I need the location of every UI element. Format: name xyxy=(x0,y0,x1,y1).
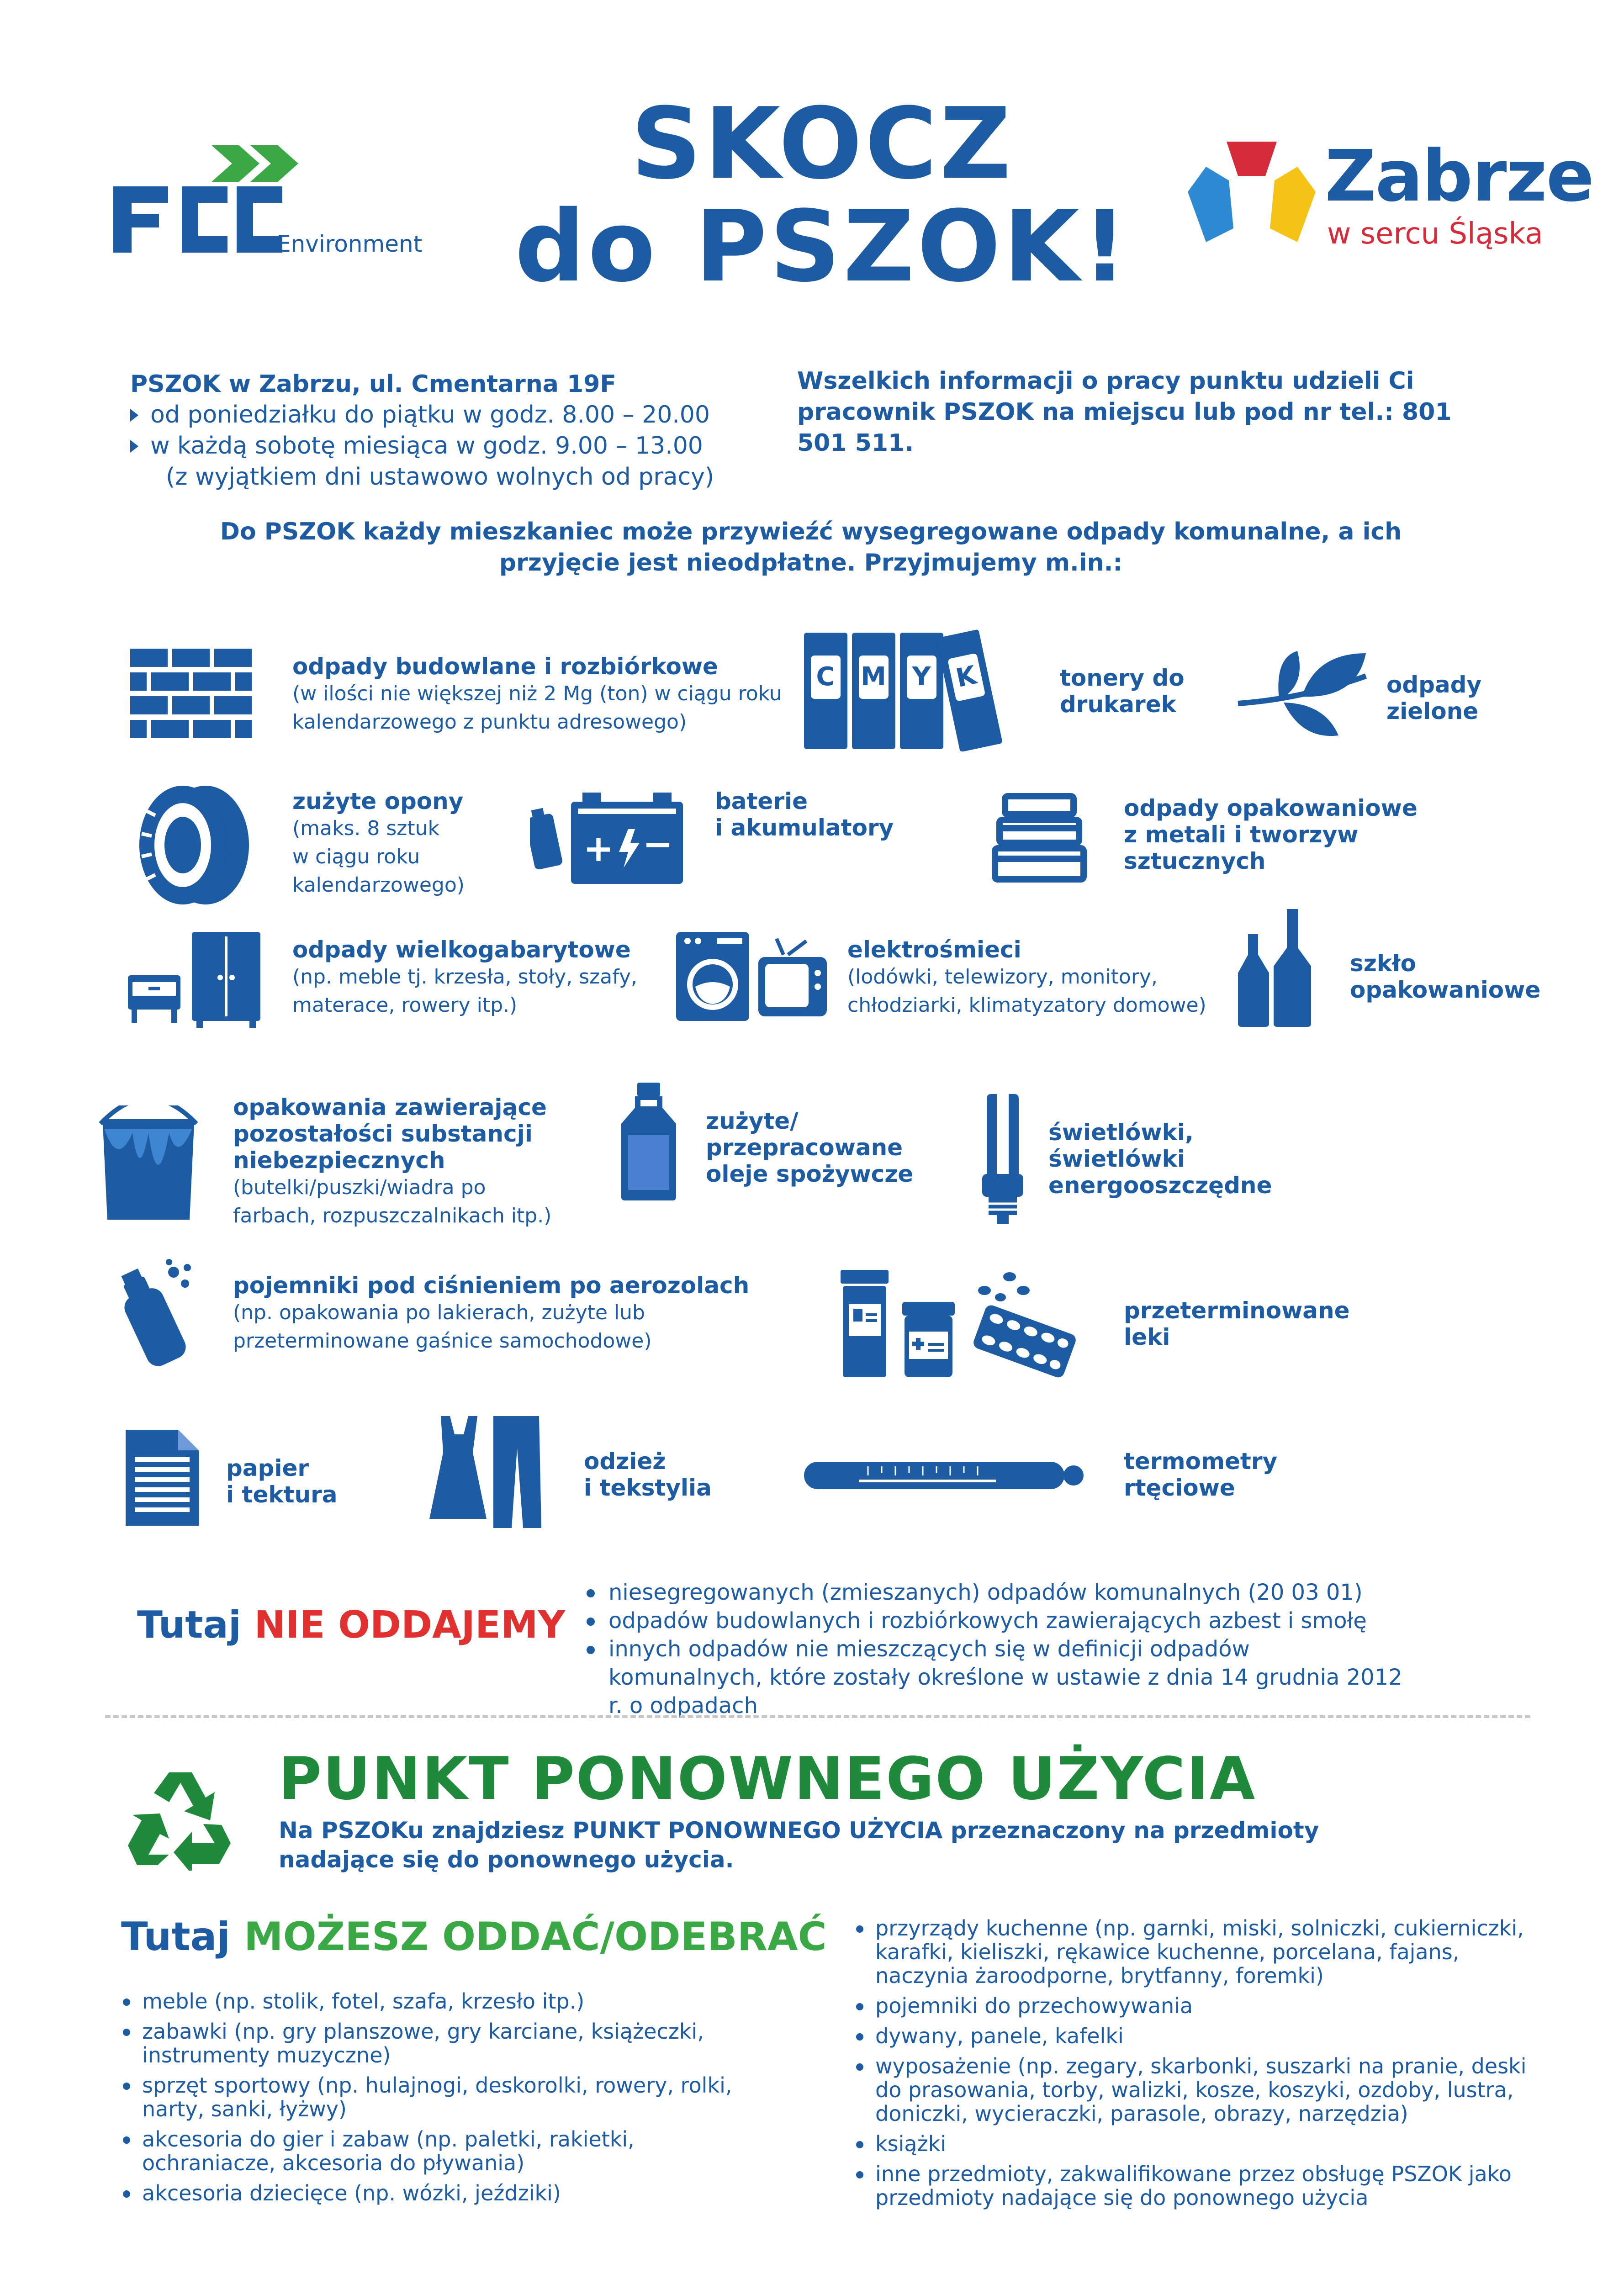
category-green-waste: odpady zielone xyxy=(1386,671,1482,724)
category-paper: papier i tektura xyxy=(226,1455,338,1508)
category-bulky-waste: odpady wielkogabarytowe (np. meble tj. krzesła, stoły, szafy, materace, rowery itp.) xyxy=(292,936,637,1017)
reuse-list-right xyxy=(854,1916,1535,2216)
tire-icon xyxy=(137,783,251,909)
paint-bucket-icon xyxy=(89,1105,208,1226)
list-item: sprzęt sportowy (np. hulajnogi, deskorolki, rowery, rolki, narty, sanki, łyżwy) xyxy=(121,2073,770,2121)
list-item: inne przedmioty, zakwalifikowane przez obsługę PSZOK jako przedmioty nadające się do ponownego użycia xyxy=(854,2162,1535,2210)
address-block xyxy=(130,369,770,492)
hours-weekdays: od poniedziałku do piątku w godz. 8.00 – 20.00 xyxy=(130,399,770,430)
category-toners: tonery do drukarek xyxy=(1060,665,1185,718)
list-item: pojemniki do przechowywania xyxy=(854,1994,1535,2018)
svg-text:−: − xyxy=(642,823,673,865)
furniture-icon xyxy=(128,932,265,1030)
reuse-heading: Tutaj MOŻESZ ODDAĆ/ODEBRAĆ xyxy=(121,1914,827,1960)
zabrze-tagline: w sercu Śląska xyxy=(1327,217,1543,251)
reuse-description: Na PSZOKu znajdziesz PUNKT PONOWNEGO UŻYCIA przeznaczony na przedmioty nadające się do ponownego użycia. xyxy=(279,1817,1319,1873)
not-accepted-heading: Tutaj NIE ODDAJEMY xyxy=(137,1603,566,1647)
category-packaging: odpady opakowaniowe z metali i tworzyw sztucznych xyxy=(1124,795,1418,874)
zabrze-logo-mark xyxy=(1183,137,1320,258)
intro-text: Do PSZOK każdy mieszkaniec może przywieźć wysegregowane odpady komunalne, a ich przyjęcie jest nieodpłatne. Przyjmujemy m.in.: xyxy=(220,518,1402,576)
list-item: zabawki (np. gry planszowe, gry karciane, książeczki, instrumenty muzyczne) xyxy=(121,2020,770,2067)
address: PSZOK w Zabrzu, ul. Cmentarna 19F xyxy=(130,370,616,398)
list-item: niesegregowanych (zmieszanych) odpadów komunalnych (20 03 01) xyxy=(585,1578,1407,1607)
hours-note: (z wyjątkiem dni ustawowo wolnych od pracy) xyxy=(166,463,714,491)
list-item: akcesoria do gier i zabaw (np. paletki, rakietki, ochraniacze, akcesoria do pływania) xyxy=(121,2127,770,2175)
svg-text:+: + xyxy=(583,827,614,870)
hours-saturday: w każdą sobotę miesiąca w godz. 9.00 – 13.00 xyxy=(130,430,770,461)
reuse-section-title: PUNKT PONOWNEGO UŻYCIA xyxy=(279,1745,1257,1813)
battery-icon xyxy=(530,783,690,886)
list-item: dywany, panele, kafelki xyxy=(854,2024,1535,2048)
category-fluorescent: świetlówki, świetlówki energooszczędne xyxy=(1048,1119,1272,1199)
category-clothes: odzież i tekstylia xyxy=(584,1448,712,1501)
category-construction: odpady budowlane i rozbiórkowe (w ilości nie większej niż 2 Mg (ton) w ciągu roku kalendarzowego z punktu adresowego) xyxy=(292,653,782,734)
list-item: przyrządy kuchenne (np. garnki, miski, solniczki, cukierniczki, karafki, kieliszki, rękawice kuchenne, porcelana, fajans, naczynia żaroodporne, brytfanny, foremki) xyxy=(854,1916,1535,1988)
containers-icon xyxy=(991,793,1087,886)
page-title-line2: do PSZOK! xyxy=(514,189,1130,304)
toner-letter-m: M xyxy=(861,662,886,692)
toner-cmyk-icon xyxy=(804,628,1019,753)
list-item: książki xyxy=(854,2132,1535,2156)
paper-icon xyxy=(126,1430,199,1528)
contact-info: Wszelkich informacji o pracy punktu udzieli Ci pracownik PSZOK na miejscu lub pod nr tel.: 801 501 511. xyxy=(797,367,1452,457)
bottles-icon xyxy=(1238,909,1316,1030)
fcc-environment-label: Environment xyxy=(276,231,423,257)
oil-bottle-icon xyxy=(617,1083,681,1203)
zabrze-logo-text: Zabrze xyxy=(1325,135,1593,217)
category-medicines: przeterminowane leki xyxy=(1124,1297,1350,1350)
category-batteries: baterie i akumulatory xyxy=(715,788,894,841)
category-glass: szkło opakowaniowe xyxy=(1350,950,1541,1003)
list-item: innych odpadów nie mieszczących się w definicji odpadów komunalnych, które zostały określone w ustawie z dnia 14 grudnia 2012 r. o odpadach xyxy=(585,1635,1407,1720)
aerosol-icon xyxy=(105,1258,196,1370)
list-item: odpadów budowlanych i rozbiórkowych zawierających azbest i smołę xyxy=(585,1607,1407,1635)
recycle-icon xyxy=(126,1761,235,1872)
electronics-icon xyxy=(676,932,831,1025)
thermometer-icon xyxy=(804,1459,1087,1493)
bricks-icon xyxy=(130,649,254,742)
not-accepted-list xyxy=(585,1578,1407,1720)
clothes-icon xyxy=(429,1416,544,1532)
cfl-bulb-icon xyxy=(982,1094,1023,1228)
page-title-line1: SKOCZ xyxy=(630,86,1014,201)
category-thermometers: termometry rtęciowe xyxy=(1124,1448,1278,1501)
list-item: akcesoria dziecięce (np. wózki, jeździki) xyxy=(121,2181,770,2205)
category-electronics: elektrośmieci (lodówki, telewizory, monitory, chłodziarki, klimatyzatory domowe) xyxy=(847,936,1206,1017)
category-aerosols: pojemniki pod ciśnieniem po aerozolach (np. opakowania po lakierach, zużyte lub przeterminowane gaśnice samochodowe) xyxy=(233,1272,750,1353)
toner-letter-y: Y xyxy=(912,662,931,692)
reuse-list-left xyxy=(121,1989,770,2211)
toner-letter-c: C xyxy=(816,662,835,692)
section-divider xyxy=(105,1715,1530,1718)
category-cooking-oils: zużyte/ przepracowane oleje spożywcze xyxy=(706,1108,914,1187)
list-item: meble (np. stolik, fotel, szafa, krzesło itp.) xyxy=(121,1989,770,2013)
category-tires: zużyte opony (maks. 8 sztuk w ciągu roku kalendarzowego) xyxy=(292,788,465,897)
toner-letter-k: K xyxy=(953,660,979,694)
medicine-icon xyxy=(841,1252,1087,1381)
category-hazardous-packaging: opakowania zawierające pozostałości substancji niebezpiecznych (butelki/puszki/wiadra po farbach, rozpuszczalnikach itp.) xyxy=(233,1094,552,1227)
list-item: wyposażenie (np. zegary, skarbonki, suszarki na pranie, deski do prasowania, torby, walizki, kosze, koszyki, ozdoby, lustra, doniczki, wycieraczki, parasole, obrazy, narzędzia) xyxy=(854,2054,1535,2125)
leaf-icon xyxy=(1233,649,1370,742)
